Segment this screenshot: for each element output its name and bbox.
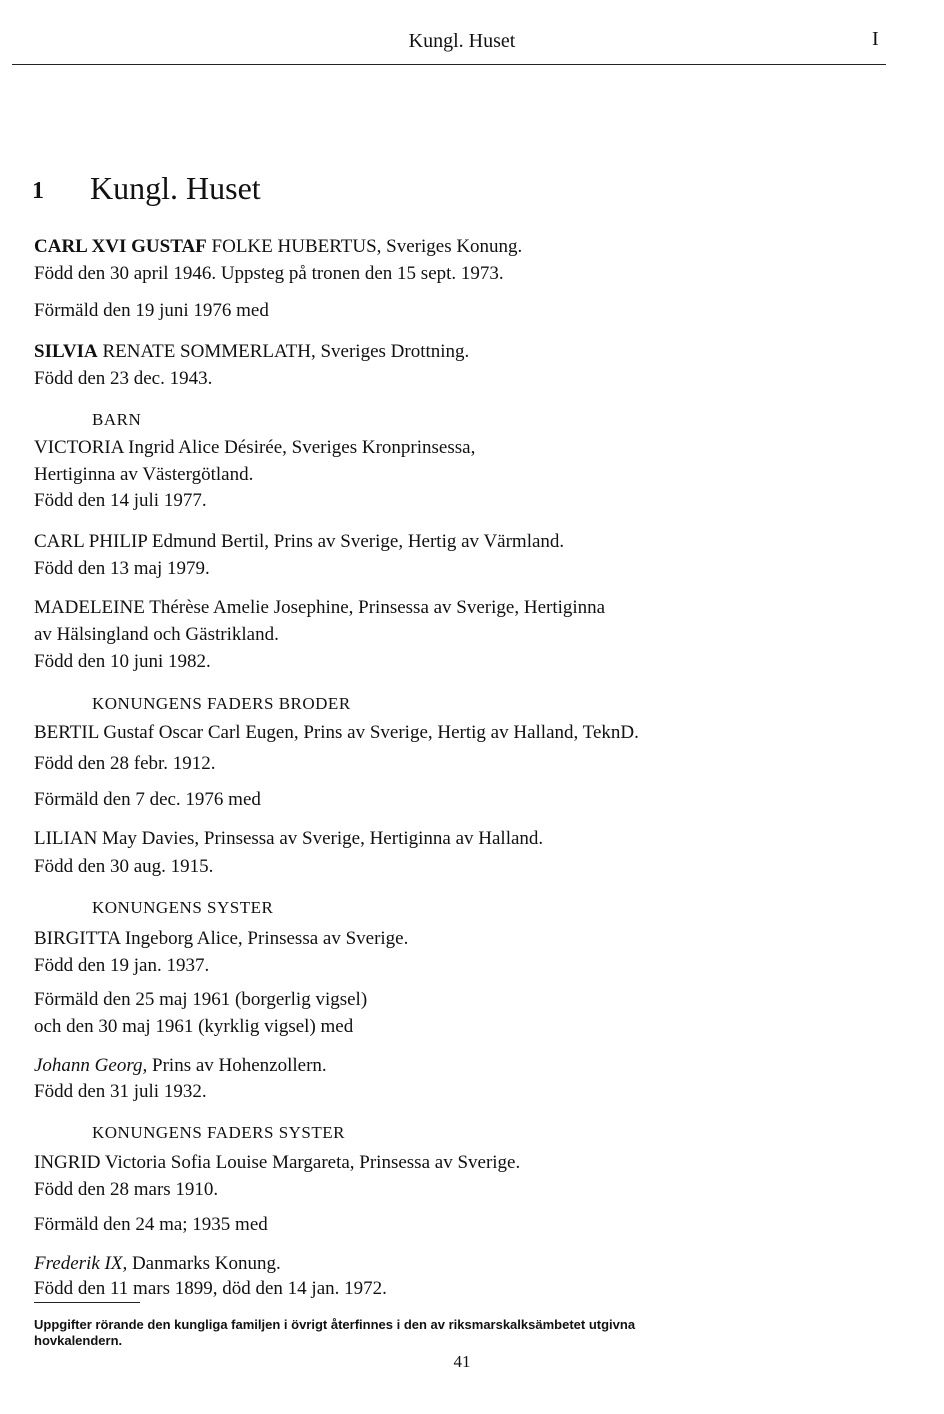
section-number: 1 xyxy=(32,178,44,204)
children-heading: BARN xyxy=(92,410,142,429)
uncle-line1: BERTIL Gustaf Oscar Carl Eugen, Prins av Sverige, Hertig av Halland, TeknD. xyxy=(34,722,639,743)
uncle-heading: KONUNGENS FADERS BRODER xyxy=(92,694,351,713)
header-rule xyxy=(12,64,886,65)
aunt-born: Född den 28 mars 1910. xyxy=(34,1179,219,1200)
madeleine-born: Född den 10 juni 1982. xyxy=(34,651,211,672)
king-married: Förmäld den 19 juni 1976 med xyxy=(34,300,269,321)
aunt-spouse-rest: Danmarks Konung. xyxy=(127,1253,281,1274)
uncle-spouse-born: Född den 30 aug. 1915. xyxy=(34,856,214,877)
uncle-married: Förmäld den 7 dec. 1976 med xyxy=(34,789,261,810)
victoria-line1: VICTORIA Ingrid Alice Désirée, Sveriges Kronprinsessa, xyxy=(34,437,476,458)
footnote-rule xyxy=(34,1302,140,1303)
king-name-bold: CARL XVI GUSTAF xyxy=(34,236,207,257)
section-title: Kungl. Huset xyxy=(90,170,261,206)
aunt-married: Förmäld den 24 ma; 1935 med xyxy=(34,1214,268,1235)
queen-born: Född den 23 dec. 1943. xyxy=(34,368,213,389)
queen-name-bold: SILVIA xyxy=(34,341,98,362)
victoria-line2: Hertiginna av Västergötland. xyxy=(34,464,254,485)
sister-heading: KONUNGENS SYSTER xyxy=(92,898,274,917)
sister-spouse-rest: Prins av Hohenzollern. xyxy=(147,1055,327,1076)
madeleine-line1: MADELEINE Thérèse Amelie Josephine, Prinsessa av Sverige, Hertiginna xyxy=(34,597,606,618)
aunt-spouse-born: Född den 11 mars 1899, död den 14 jan. 1972. xyxy=(34,1278,387,1299)
sister-spouse-line xyxy=(34,1055,327,1077)
king-name-rest: FOLKE HUBERTUS, Sveriges Konung. xyxy=(206,236,523,257)
running-header-title: Kungl. Huset xyxy=(408,30,516,52)
running-header-marker: I xyxy=(872,28,879,50)
king-born: Född den 30 april 1946. Uppsteg på tronen den 15 sept. 1973. xyxy=(34,263,504,284)
sister-line1: BIRGITTA Ingeborg Alice, Prinsessa av Sverige. xyxy=(34,928,409,949)
page-number: 41 xyxy=(453,1352,471,1371)
victoria-born: Född den 14 juli 1977. xyxy=(34,490,207,511)
madeleine-line2: av Hälsingland och Gästrikland. xyxy=(34,624,279,645)
sister-born: Född den 19 jan. 1937. xyxy=(34,955,210,976)
aunt-spouse-line xyxy=(34,1253,281,1275)
sister-married2: och den 30 maj 1961 (kyrklig vigsel) med xyxy=(34,1016,354,1037)
king-name-line xyxy=(34,236,522,258)
uncle-born: Född den 28 febr. 1912. xyxy=(34,753,216,774)
aunt-line1: INGRID Victoria Sofia Louise Margareta, Prinsessa av Sverige. xyxy=(34,1152,521,1173)
footnote-line2: hovkalendern. xyxy=(34,1333,123,1348)
sister-married1: Förmäld den 25 maj 1961 (borgerlig vigsel) xyxy=(34,989,368,1010)
aunt-spouse-name: Frederik IX, xyxy=(34,1253,128,1274)
carl-philip-line1: CARL PHILIP Edmund Bertil, Prins av Sverige, Hertig av Värmland. xyxy=(34,531,565,552)
queen-name-rest: RENATE SOMMERLATH, Sveriges Drottning. xyxy=(97,341,470,362)
sister-spouse-born: Född den 31 juli 1932. xyxy=(34,1081,207,1102)
uncle-spouse-line: LILIAN May Davies, Prinsessa av Sverige, Hertiginna av Halland. xyxy=(34,828,544,849)
footnote-line1: Uppgifter rörande den kungliga familjen i övrigt återfinnes i den av riksmarskalksämbetet utgivna xyxy=(34,1317,636,1332)
aunt-heading: KONUNGENS FADERS SYSTER xyxy=(92,1123,345,1142)
queen-name-line xyxy=(34,341,469,363)
carl-philip-born: Född den 13 maj 1979. xyxy=(34,558,210,579)
sister-spouse-name: Johann Georg, xyxy=(34,1055,148,1076)
